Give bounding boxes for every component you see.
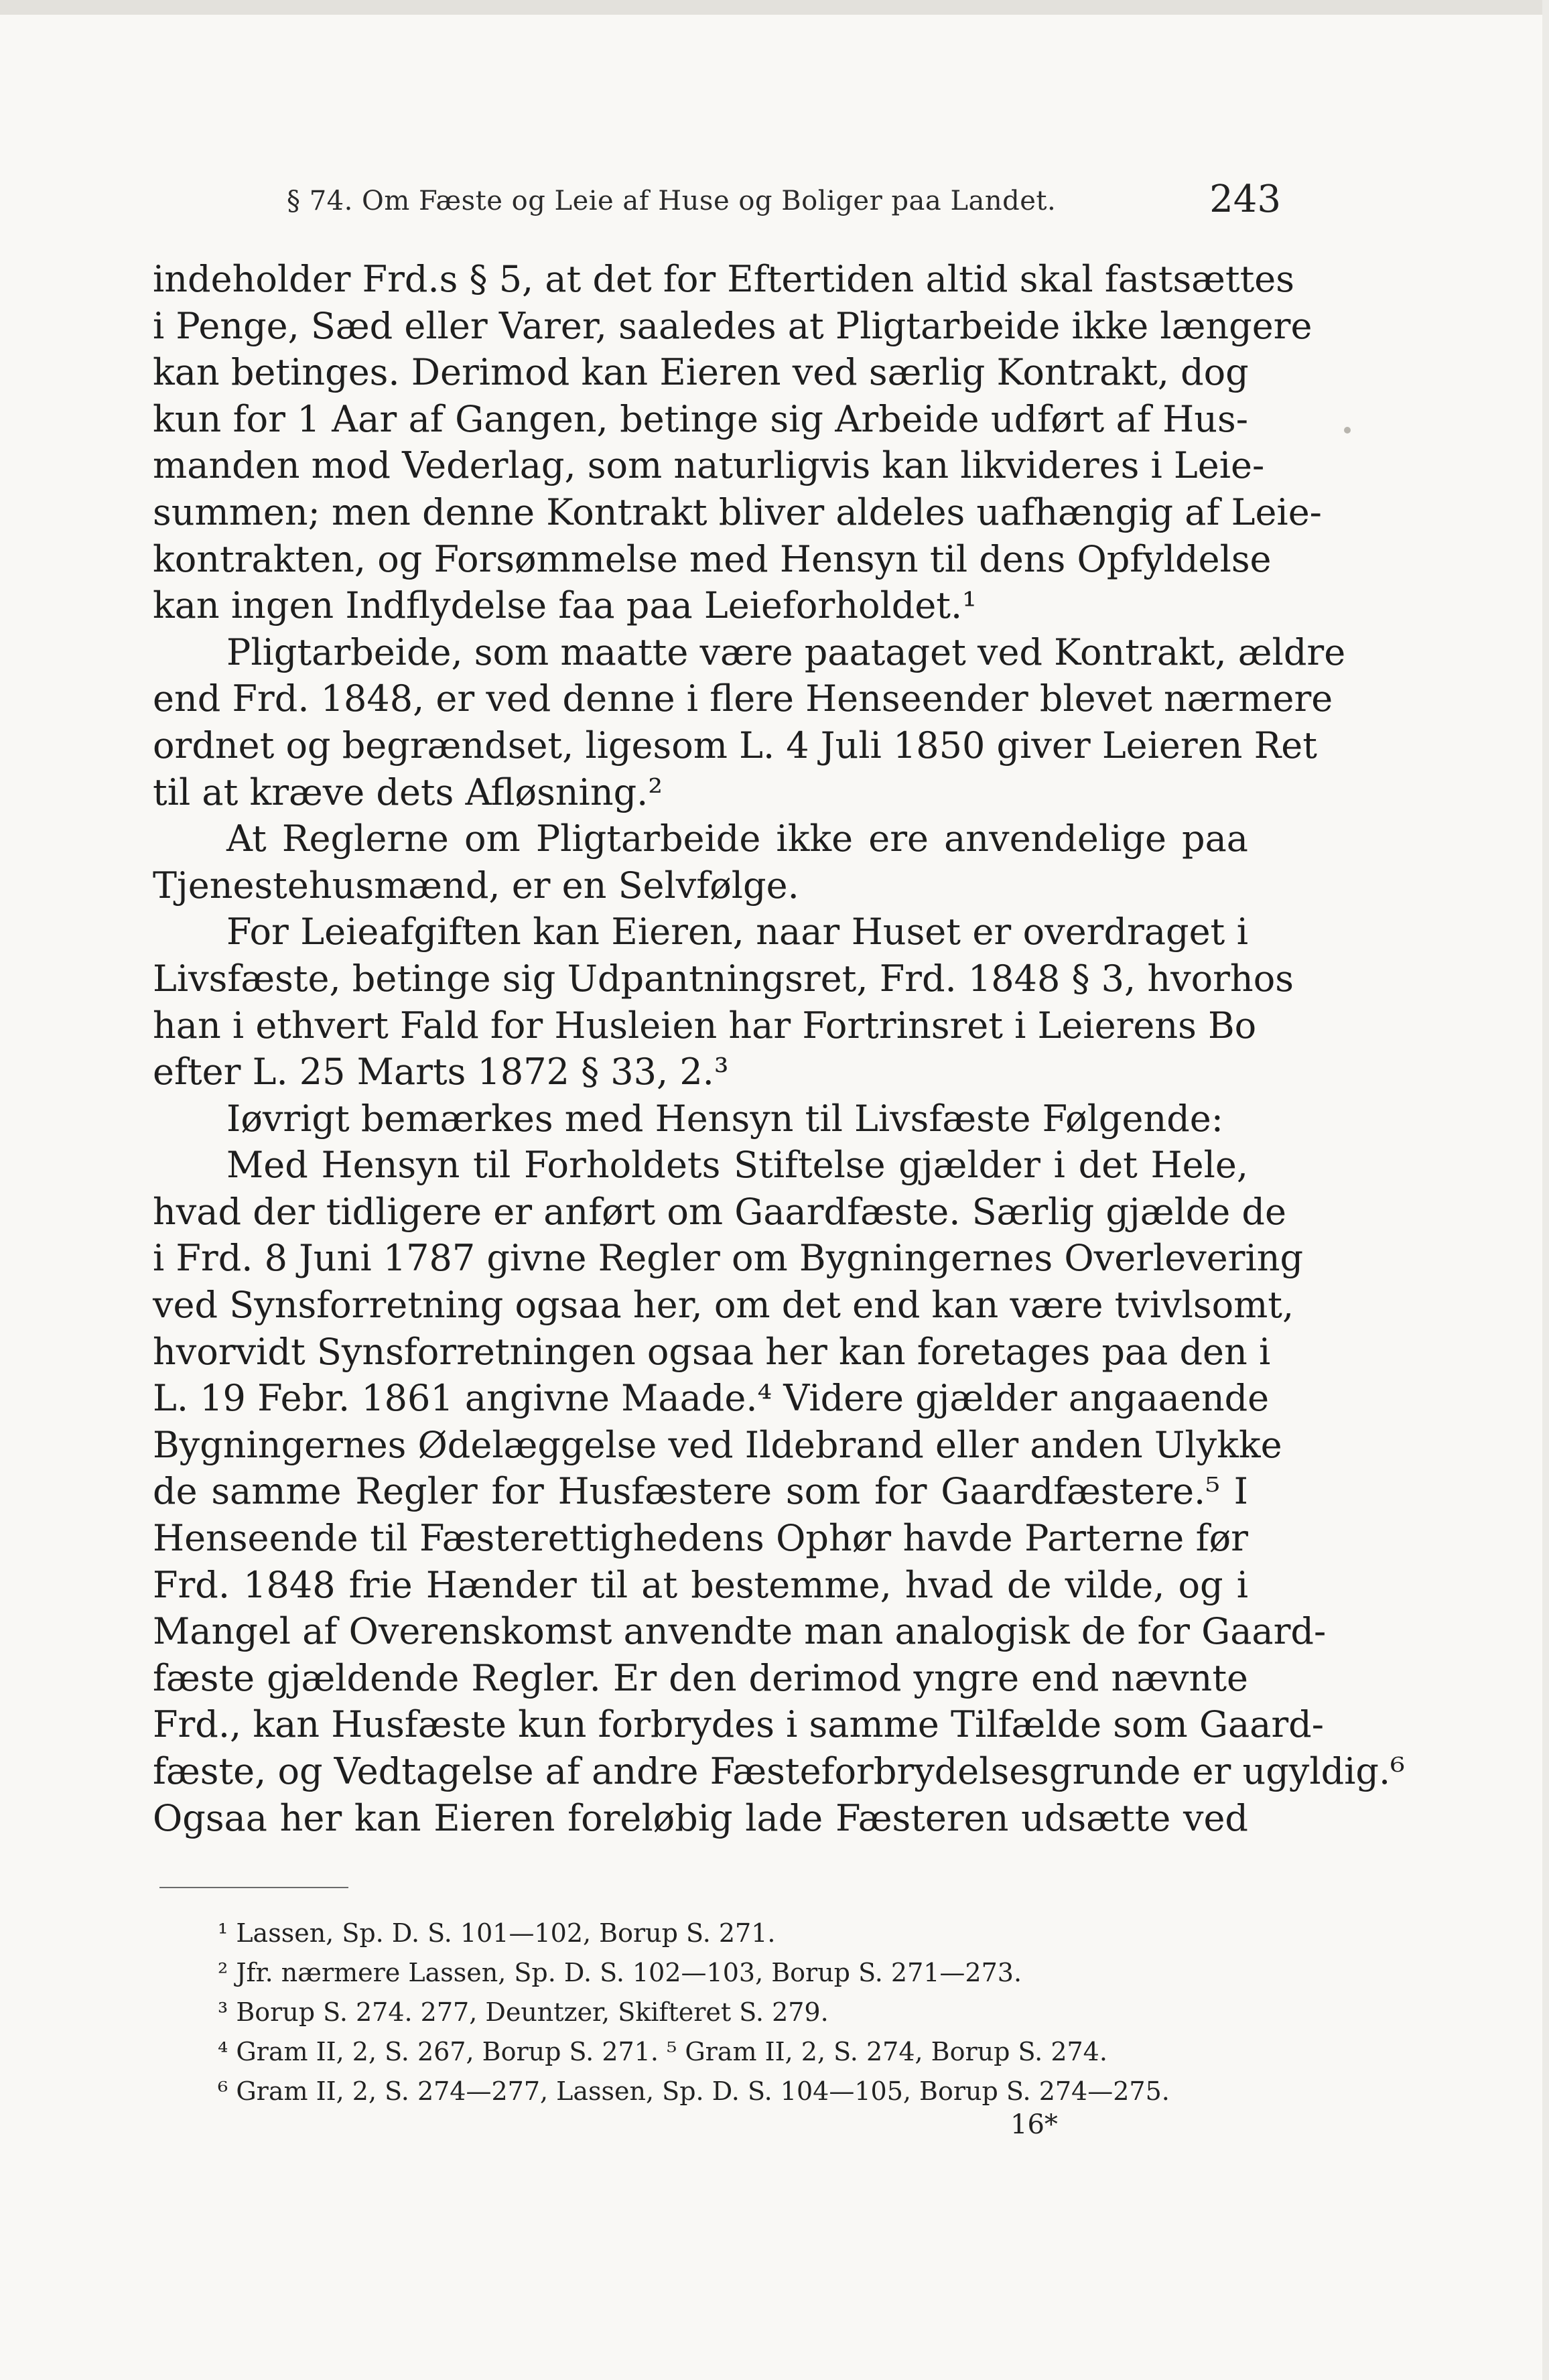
text-line: summen; men denne Kontrakt bliver aldeles uafhængig af Leie- [153, 490, 1322, 533]
text-line: efter L. 25 Marts 1872 § 33, 2.³ [153, 1051, 729, 1094]
text-line: i Penge, Sæd eller Varer, saaledes at Pligtarbeide ikke længere [153, 304, 1312, 347]
text-line: Tjenestehusmænd, er en Selvfølge. [153, 864, 799, 907]
scan-edge-right [1542, 0, 1549, 2380]
text-line: Henseende til Fæsterettighedens Ophør havde Parterne før [153, 1517, 1248, 1560]
text-line: kan ingen Indflydelse faa paa Leieforholdet.¹ [153, 584, 977, 627]
text-line: hvad der tidligere er anført om Gaardfæste. Særlig gjælde de [153, 1190, 1286, 1233]
footnote: ¹ Lassen, Sp. D. S. 101—102, Borup S. 271. [218, 1918, 776, 1948]
text-line: Med Hensyn til Forholdets Stiftelse gjælder i det Hele, [226, 1144, 1248, 1187]
running-head: § 74. Om Fæste og Leie af Huse og Boliger paa Landet. [287, 186, 1057, 216]
text-line: kun for 1 Aar af Gangen, betinge sig Arbeide udført af Hus- [153, 397, 1248, 440]
text-line: manden mod Vederlag, som naturligvis kan likvideres i Leie- [153, 444, 1265, 487]
footnote: ³ Borup S. 274. 277, Deuntzer, Skifteret S. 279. [218, 1997, 829, 2027]
text-line: ordnet og begrændset, ligesom L. 4 Juli 1850 giver Leieren Ret [153, 724, 1317, 767]
text-line: L. 19 Febr. 1861 angivne Maade.⁴ Videre gjælder angaaende [153, 1377, 1270, 1420]
text-line: fæste, og Vedtagelse af andre Fæsteforbrydelsesgrunde er ugyldig.⁶ [153, 1750, 1405, 1792]
text-line: end Frd. 1848, er ved denne i flere Henseender blevet nærmere [153, 677, 1333, 720]
paper-speck [1344, 427, 1351, 434]
text-line: Frd., kan Husfæste kun forbrydes i samme Tilfælde som Gaard- [153, 1703, 1324, 1746]
text-line: i Frd. 8 Juni 1787 givne Regler om Bygningernes Overlevering [153, 1237, 1304, 1280]
text-line: til at kræve dets Afløsning.² [153, 771, 663, 813]
text-line: hvorvidt Synsforretningen ogsaa her kan foretages paa den i [153, 1330, 1271, 1373]
footnote: ⁶ Gram II, 2, S. 274—277, Lassen, Sp. D. S. 104—105, Borup S. 274—275. [218, 2076, 1170, 2106]
text-line: ved Synsforretning ogsaa her, om det end kan være tvivlsomt, [153, 1284, 1294, 1327]
text-line: Frd. 1848 frie Hænder til at bestemme, hvad de vilde, og i [153, 1563, 1248, 1606]
footnote: ² Jfr. nærmere Lassen, Sp. D. S. 102—103, Borup S. 271—273. [218, 1958, 1022, 1987]
page-header [287, 171, 1281, 231]
page-number: 243 [1209, 178, 1281, 221]
body-text [153, 256, 1405, 1841]
text-line: Mangel af Overenskomst anvendte man analogisk de for Gaard- [153, 1610, 1327, 1653]
footnotes [218, 1914, 1263, 2111]
text-line: Ogsaa her kan Eieren foreløbig lade Fæsteren udsætte ved [153, 1796, 1248, 1839]
text-line: indeholder Frd.s § 5, at det for Eftertiden altid skal fastsættes [153, 258, 1294, 300]
text-line: kontrakten, og Forsømmelse med Hensyn til dens Opfyldelse [153, 537, 1272, 580]
text-line: fæste gjældende Regler. Er den derimod yngre end nævnte [153, 1656, 1248, 1699]
footnote: ⁴ Gram II, 2, S. 267, Borup S. 271. ⁵ Gram II, 2, S. 274, Borup S. 274. [218, 2037, 1107, 2066]
text-line: kan betinges. Derimod kan Eieren ved særlig Kontrakt, dog [153, 351, 1249, 394]
text-line: de samme Regler for Husfæstere som for Gaardfæstere.⁵ I [153, 1470, 1248, 1513]
text-line: For Leieafgiften kan Eieren, naar Huset er overdraget i [226, 911, 1248, 953]
text-line: Bygningernes Ødelæggelse ved Ildebrand eller anden Ulykke [153, 1423, 1282, 1466]
text-line: At Reglerne om Pligtarbeide ikke ere anvendelige paa [226, 817, 1248, 860]
signature-mark: 16* [1010, 2109, 1058, 2140]
footnote-divider [159, 1887, 348, 1888]
text-line: han i ethvert Fald for Husleien har Fortrinsret i Leierens Bo [153, 1004, 1257, 1047]
text-line: Livsfæste, betinge sig Udpantningsret, Frd. 1848 § 3, hvorhos [153, 957, 1294, 1000]
scan-edge-top [0, 0, 1549, 15]
text-line: Iøvrigt bemærkes med Hensyn til Livsfæste Følgende: [226, 1097, 1223, 1140]
text-line: Pligtarbeide, som maatte være paataget ved Kontrakt, ældre [226, 631, 1346, 673]
